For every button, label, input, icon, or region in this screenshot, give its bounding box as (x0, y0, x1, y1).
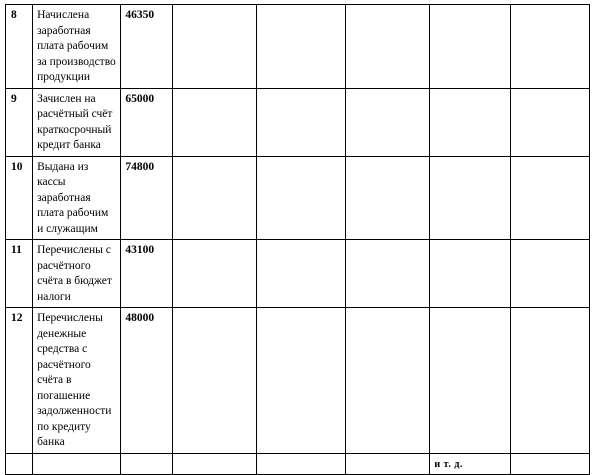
row-description: Зачислен на расчётный счёт краткосрочный кредит банка (33, 88, 121, 156)
row-description: Перечислены с расчётного счёта в бюджет налоги (33, 240, 121, 308)
empty-cell (346, 156, 430, 240)
row-amount: 74800 (121, 156, 172, 240)
table-row (6, 240, 590, 308)
empty-cell (346, 88, 430, 156)
empty-cell (121, 453, 172, 475)
empty-cell (172, 453, 256, 475)
table-row-footer (6, 453, 590, 475)
empty-cell (510, 453, 589, 475)
empty-cell (172, 5, 256, 89)
empty-cell (256, 88, 345, 156)
empty-cell (510, 88, 589, 156)
empty-cell (430, 88, 510, 156)
empty-cell (510, 240, 589, 308)
row-number: 10 (6, 156, 33, 240)
empty-cell (430, 308, 510, 454)
table-row (6, 308, 590, 454)
operations-table (5, 4, 590, 475)
row-amount: 43100 (121, 240, 172, 308)
row-amount: 65000 (121, 88, 172, 156)
row-description: Перечислены денежные средства с расчётного счёта в погашение задолженности по кредиту банка (33, 308, 121, 454)
empty-cell (256, 240, 345, 308)
empty-cell (346, 240, 430, 308)
empty-cell (346, 453, 430, 475)
empty-cell (256, 156, 345, 240)
empty-cell (6, 453, 33, 475)
empty-cell (172, 156, 256, 240)
empty-cell (256, 5, 345, 89)
empty-cell (430, 156, 510, 240)
row-number: 12 (6, 308, 33, 454)
empty-cell (510, 5, 589, 89)
row-amount: 46350 (121, 5, 172, 89)
etc-label: и т. д. (430, 453, 510, 475)
row-amount: 48000 (121, 308, 172, 454)
empty-cell (346, 308, 430, 454)
empty-cell (172, 240, 256, 308)
empty-cell (510, 156, 589, 240)
empty-cell (172, 308, 256, 454)
empty-cell (256, 308, 345, 454)
row-number: 8 (6, 5, 33, 89)
table-row (6, 5, 590, 89)
table-row (6, 156, 590, 240)
empty-cell (172, 88, 256, 156)
empty-cell (33, 453, 121, 475)
empty-cell (346, 5, 430, 89)
table-row (6, 88, 590, 156)
row-description: Выдана из кассы заработная плата рабочим и служащим (33, 156, 121, 240)
empty-cell (430, 240, 510, 308)
empty-cell (430, 5, 510, 89)
row-description: Начислена заработная плата рабочим за производство продукции (33, 5, 121, 89)
row-number: 11 (6, 240, 33, 308)
empty-cell (510, 308, 589, 454)
row-number: 9 (6, 88, 33, 156)
empty-cell (256, 453, 345, 475)
